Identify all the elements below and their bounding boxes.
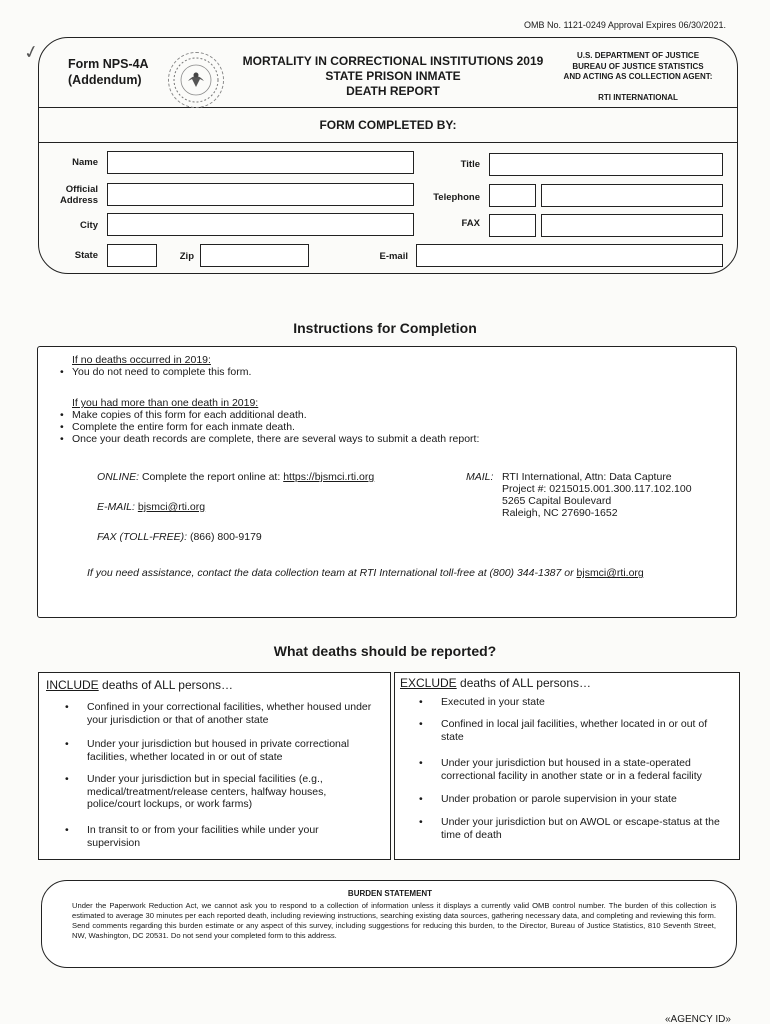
assistance-text: If you need assistance, contact the data collection team at RTI International toll-free at (800) 344-1387 or (87, 567, 574, 579)
agency-rti: RTI INTERNATIONAL (598, 92, 678, 102)
pen-check-mark: ✓ (21, 40, 41, 64)
fax-line (97, 531, 397, 543)
name-field[interactable] (107, 151, 414, 174)
zip-field[interactable] (200, 244, 309, 267)
exclude-item: • Under your jurisdiction but on AWOL or escape-status at the time of death (395, 816, 731, 841)
title-field[interactable] (489, 153, 723, 176)
omb-approval: OMB No. 1121-0249 Approval Expires 06/30/2021. (524, 20, 726, 30)
zip-label: Zip (179, 251, 194, 262)
name-label: Name (72, 157, 98, 168)
report-heading: What deaths should be reported? (273, 643, 497, 659)
mail-address (502, 471, 732, 519)
mail-label: MAIL: (466, 471, 494, 483)
email-field[interactable] (416, 244, 723, 267)
no-deaths-heading: If no deaths occurred in 2019: (72, 354, 211, 366)
city-field[interactable] (107, 213, 414, 236)
email-link[interactable]: bjsmci@rti.org (137, 501, 206, 513)
title-label: Title (460, 159, 480, 170)
exclude-rest: deaths of ALL persons… (456, 676, 591, 690)
exclude-item: • Executed in your state (395, 696, 725, 709)
multi-item: • Complete the entire form for each inmate death. (36, 421, 712, 433)
fax-number-field[interactable] (541, 214, 723, 237)
no-deaths-section (72, 354, 712, 378)
include-rest: deaths of ALL persons… (98, 678, 233, 692)
assistance-line (87, 567, 727, 579)
telephone-label: Telephone (433, 192, 480, 203)
exclude-item: • Under your jurisdiction but housed in a state-operated correctional facility in another state or in a federal facility (395, 757, 731, 782)
mail-line: Project #: 0215015.001.300.117.102.100 (502, 483, 692, 495)
fax-label: FAX (461, 218, 480, 229)
include-item: • Under your jurisdiction but housed in private correctional facilities, whether located in or out of state (39, 738, 384, 763)
telephone-number-field[interactable] (541, 184, 723, 207)
city-label: City (80, 220, 98, 231)
include-item: • Confined in your correctional facilities, whether housed under your jurisdiction or that of another state (39, 701, 379, 726)
mail-line: Raleigh, NC 27690-1652 (502, 507, 618, 519)
agency-id-placeholder: «AGENCY ID» (665, 1014, 731, 1024)
form-number: Form NPS-4A (68, 57, 149, 71)
exclude-box (394, 672, 740, 860)
burden-title: BURDEN STATEMENT (347, 889, 433, 898)
instructions-heading: Instructions for Completion (293, 320, 477, 336)
mail-line: RTI International, Attn: Data Capture (502, 471, 672, 483)
no-deaths-item: • You do not need to complete this form. (36, 366, 712, 378)
multi-item: • Once your death records are complete, there are several ways to submit a death report: (36, 433, 712, 445)
telephone-area-field[interactable] (489, 184, 536, 207)
header-divider (38, 107, 738, 108)
agency-block (548, 51, 728, 103)
fax-number: (866) 800-9179 (189, 531, 262, 543)
email-label: E-mail (379, 251, 408, 262)
online-url-link[interactable]: https://bjsmci.rti.org (283, 471, 375, 483)
multi-deaths-heading: If you had more than one death in 2019: (72, 397, 259, 409)
address-field[interactable] (107, 183, 414, 206)
include-heading (46, 678, 233, 692)
burden-text: Under the Paperwork Reduction Act, we cannot ask you to respond to a collection of information unless it displays a currently valid OMB control number. The burden of this collection is estimated to average 30 minutes per each reported death, including reviewing instructions, searching existing data sources, gathering necessary data, and completing and reviewing this form. Send comments regarding this burden estimate or any aspect of this survey, including suggestions for reducing this burden, to the Director, Bureau of Justice Statistics, 810 Seventh Street, NW, Washington, DC 20531. Do not send your completed form to this address. (72, 901, 716, 940)
title-line-2: STATE PRISON INMATE (325, 69, 461, 83)
online-label: ONLINE: (97, 471, 140, 483)
exclude-item: • Under probation or parole supervision in your state (395, 793, 725, 806)
online-text: Complete the report online at: (141, 471, 281, 483)
fax-method-label: FAX (TOLL-FREE): (97, 531, 188, 543)
online-line (97, 471, 457, 483)
include-item: • In transit to or from your facilities while under your supervision (39, 824, 359, 849)
doj-seal-icon (168, 52, 224, 108)
state-field[interactable] (107, 244, 157, 267)
multi-deaths-section (72, 397, 712, 445)
include-item: • Under your jurisdiction but in special facilities (e.g., medical/treatment/release centers, halfway houses, police/court lockups, or work farms) (39, 773, 369, 811)
include-word: INCLUDE (46, 678, 99, 692)
agency-line-2: BUREAU OF JUSTICE STATISTICS (572, 61, 704, 71)
mail-line: 5265 Capital Boulevard (502, 495, 612, 507)
title-line-1: MORTALITY IN CORRECTIONAL INSTITUTIONS 2019 (242, 54, 544, 68)
email-line (97, 501, 397, 513)
address-label: Official Address (59, 184, 98, 206)
include-box (38, 672, 391, 860)
exclude-item: • Confined in local jail facilities, whether located in or out of state (395, 718, 731, 743)
form-title (228, 54, 558, 99)
exclude-heading (400, 676, 591, 690)
multi-item: • Make copies of this form for each additional death. (36, 409, 712, 421)
completed-by-divider (38, 142, 738, 143)
assistance-email-link[interactable]: bjsmci@rti.org (576, 567, 644, 579)
email-method-label: E-MAIL: (97, 501, 135, 513)
state-label: State (74, 250, 98, 261)
exclude-word: EXCLUDE (400, 676, 457, 690)
title-line-3: DEATH REPORT (346, 84, 440, 98)
form-addendum: (Addendum) (68, 73, 142, 87)
burden-statement-box (41, 880, 737, 968)
agency-line-1: U.S. DEPARTMENT OF JUSTICE (576, 51, 700, 60)
completed-by-heading: FORM COMPLETED BY: (319, 118, 457, 132)
fax-area-field[interactable] (489, 214, 536, 237)
form-id (68, 56, 149, 88)
agency-line-3: AND ACTING AS COLLECTION AGENT: (563, 72, 713, 81)
